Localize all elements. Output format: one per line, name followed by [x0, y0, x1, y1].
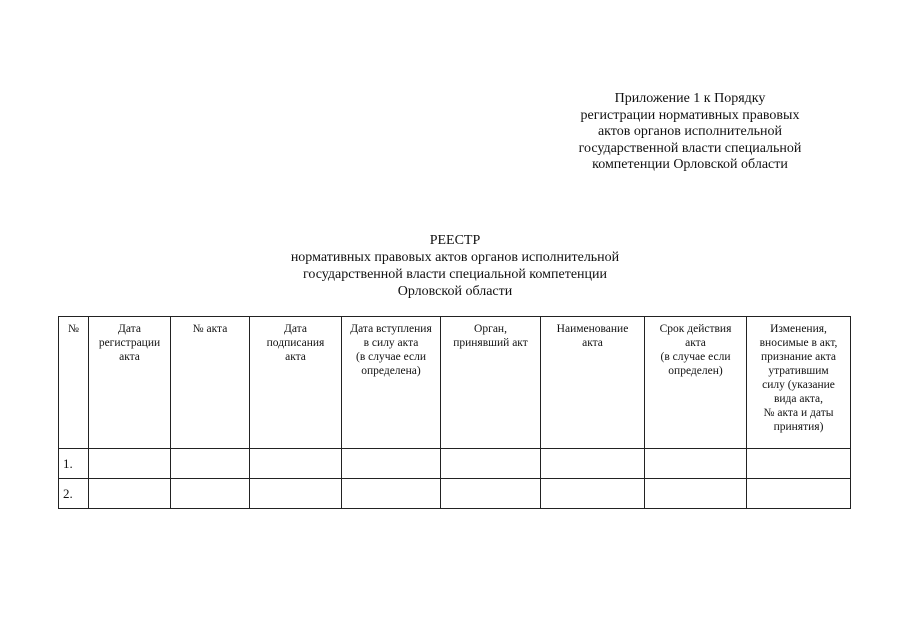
appendix-line-3: актов органов исполнительной [597, 124, 783, 139]
row-number: 2. [59, 479, 89, 509]
appendix-line-1: Приложение 1 к Порядку [614, 91, 766, 106]
table-cell [171, 449, 250, 479]
col-header-effective-date: Дата вступления в силу акта (в случае если определена) [342, 317, 441, 449]
title-heading: РЕЕСТР [429, 233, 481, 248]
table-cell [645, 449, 747, 479]
table-cell [441, 479, 541, 509]
col-header-authority: Орган, принявший акт [441, 317, 541, 449]
appendix-line-2: регистрации нормативных правовых [580, 107, 800, 123]
table-cell [441, 449, 541, 479]
col-header-validity-period: Срок действия акта (в случае если определен) [645, 317, 747, 449]
title-line-3: Орловской области [397, 284, 513, 299]
table-cell [89, 449, 171, 479]
registry-table [58, 316, 851, 509]
col-header-registration-date: Дата регистрации акта [89, 317, 171, 449]
table-cell [342, 449, 441, 479]
col-header-number: № [59, 317, 89, 449]
table-cell [342, 479, 441, 509]
table-cell [541, 449, 645, 479]
appendix-line-5: компетенции Орловской области [592, 157, 788, 172]
table-cell [541, 479, 645, 509]
col-header-act-number: № акта [171, 317, 250, 449]
table-cell [645, 479, 747, 509]
table-cell [250, 449, 342, 479]
table-row [59, 449, 851, 479]
table-cell [250, 479, 342, 509]
title-line-1: нормативных правовых актов органов исполнительной [290, 250, 620, 265]
table-cell [89, 479, 171, 509]
registry-title [200, 232, 710, 300]
appendix-note [545, 91, 835, 174]
col-header-signing-date: Дата подписания акта [250, 317, 342, 449]
table-row [59, 479, 851, 509]
table-cell [171, 479, 250, 509]
table-header-row [59, 317, 851, 449]
col-header-act-name: Наименование акта [541, 317, 645, 449]
col-header-amendments: Изменения, вносимые в акт, признание акта утратившим силу (указание вида акта, № акта и даты принятия) [747, 317, 851, 449]
title-line-2: государственной власти специальной компетенции [302, 267, 607, 282]
table-cell [747, 449, 851, 479]
appendix-line-4: государственной власти специальной [578, 140, 802, 156]
table-cell [747, 479, 851, 509]
row-number: 1. [59, 449, 89, 479]
